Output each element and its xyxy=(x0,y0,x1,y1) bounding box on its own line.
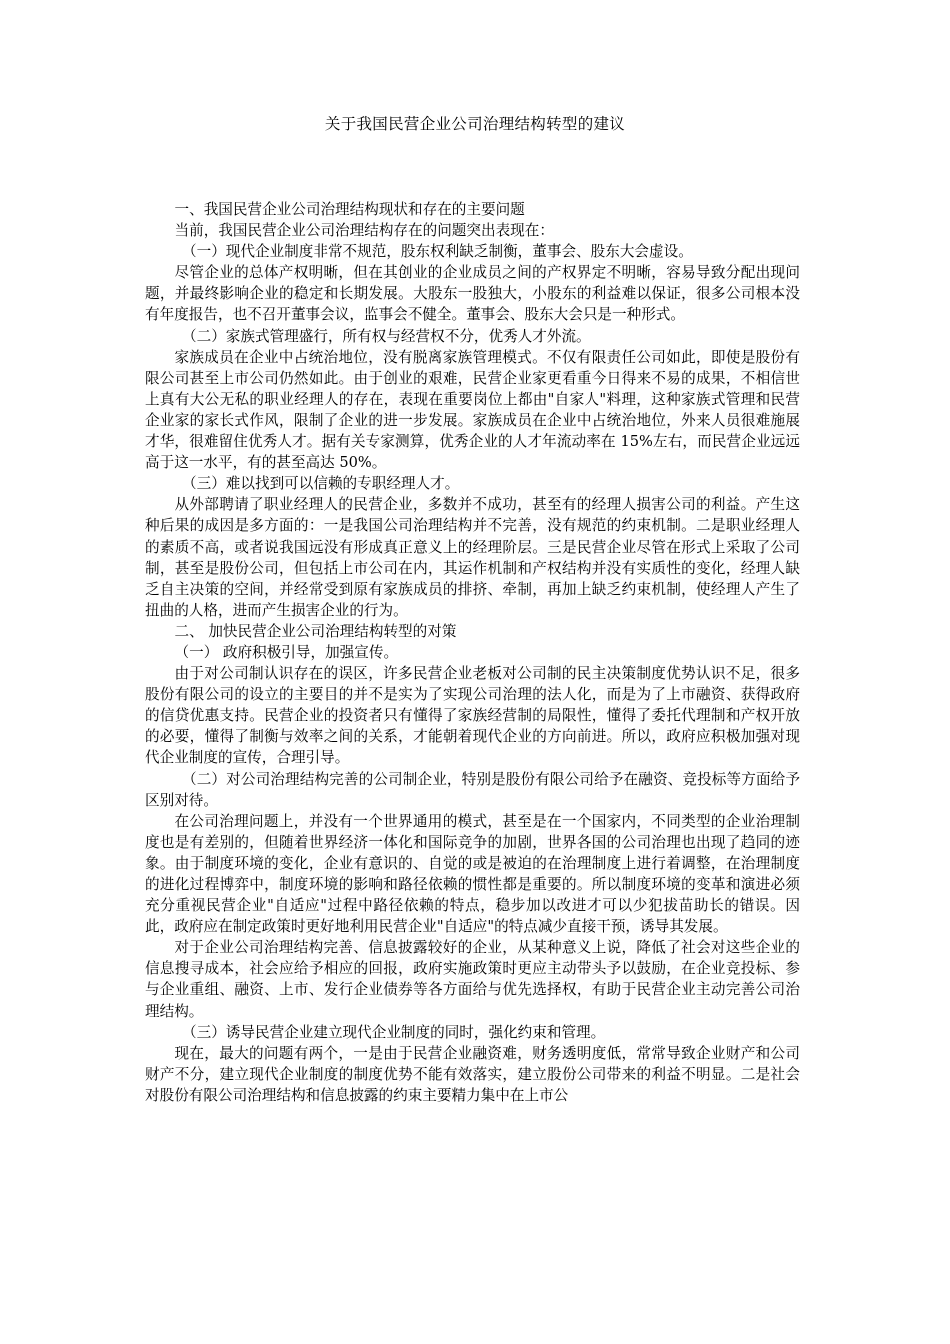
body-paragraph: 尽管企业的总体产权明晰，但在其创业的企业成员之间的产权界定不明晰，容易导致分配出现问题，并最终影响企业的稳定和长期发展。大股东一股独大，小股东的利益难以保证，很多公司根本没有年度报告，也不召开董事会议，监事会不健全。董事会、股东大会只是一种形式。 xyxy=(145,264,800,324)
subsection-heading: （一）现代企业制度非常不规范，股东权利缺乏制衡，董事会、股东大会虚设。 xyxy=(182,243,693,261)
body-paragraph: 在公司治理问题上，并没有一个世界通用的模式，甚至是在一个国家内，不同类型的企业治理制度也是有差别的，但随着世界经济一体化和国际竞争的加剧，世界各国的公司治理也出现了趋同的迹象。由于制度环境的变化，企业有意识的、自觉的或是被迫的在治理制度上进行着调整，在治理制度的进化过程博弈中，制度环境的影响和路径依赖的惯性都是重要的。所以制度环境的变革和演进必须充分重视民营企业"自适应"过程中路径依赖的特点，稳步加以改进才可以少犯拔苗助长的错误。因此，政府应在制定政策时更好地利用民营企业"自适应"的特点减少直接干预，诱导其发展。 xyxy=(145,812,800,936)
subsection-heading: （三）诱导民营企业建立现代企业制度的同时，强化约束和管理。 xyxy=(182,1023,606,1041)
subsection-heading: （二）对公司治理结构完善的公司制企业，特别是股份有限公司给予在融资、竞投标等方面给予区别对待。 xyxy=(145,770,800,809)
subsection-heading: （二）家族式管理盛行，所有权与经营权不分，优秀人才外流。 xyxy=(182,327,591,345)
body-paragraph: 从外部聘请了职业经理人的民营企业，多数并不成功，甚至有的经理人损害公司的利益。产生这种后果的成因是多方面的：一是我国公司治理结构并不完善，没有规范的约束机制。二是职业经理人的素质不高，或者说我国远没有形成真正意义上的经理阶层。三是民营企业尽管在形式上采取了公司制，甚至是股份公司，但包括上市公司在内，其运作机制和产权结构并没有实质性的变化，经理人缺乏自主决策的空间，并经常受到原有家族成员的排挤、牵制，再加上缺乏约束机制，使经理人产生了扭曲的人格，进而产生损害企业的行为。 xyxy=(145,496,800,619)
body-paragraph: 家族成员在企业中占统治地位，没有脱离家族管理模式。不仅有限责任公司如此，即使是股份有限公司甚至上市公司仍然如此。由于创业的艰难，民营企业家更看重今日得来不易的成果，不相信世上真有大公无私的职业经理人的存在，表现在重要岗位上都由"自家人"料理，这种家族式管理和民营企业家的家长式作风，限制了企业的进一步发展。家族成员在企业中占统治地位，外来人员很难施展才华，很难留住优秀人才。据有关专家测算，优秀企业的人才年流动率在 15%左右，而民营企业远远高于这一水平，有的甚至高达 50%。 xyxy=(145,348,800,472)
subsection-heading: （三）难以找到可以信赖的专职经理人才。 xyxy=(182,475,460,493)
document-title: 关于我国民营企业公司治理结构转型的建议 xyxy=(324,115,626,133)
body-paragraph: 现在，最大的问题有两个，一是由于民营企业融资难，财务透明度低，常常导致企业财产和公司财产不分，建立现代企业制度的制度优势不能有效落实，建立股份公司带来的利益不明显。二是社会对股份有限公司治理结构和信息披露的约束主要精力集中在上市公 xyxy=(145,1044,800,1104)
section-heading-1: 一、我国民营企业公司治理结构现状和存在的主要问题 xyxy=(174,201,525,218)
body-paragraph: 由于对公司制认识存在的误区，许多民营企业老板对公司制的民主决策制度优势认识不足，很多股份有限公司的设立的主要目的并不是实为了实现公司治理的法人化，而是为了上市融资、获得政府的信贷优惠支持。民营企业的投资者只有懂得了家族经营制的局限性，懂得了委托代理制和产权开放的必要，懂得了制衡与效率之间的关系，才能朝着现代企业的方向前进。所以，政府应积极加强对现代企业制度的宣传，合理引导。 xyxy=(145,665,800,767)
body-paragraph: 当前，我国民营企业公司治理结构存在的问题突出表现在： xyxy=(174,222,554,240)
subsection-heading: （一） 政府积极引导，加强宣传。 xyxy=(174,643,399,661)
body-paragraph: 对于企业公司治理结构完善、信息披露较好的企业，从某种意义上说，降低了社会对这些企业的信息搜寻成本，社会应给予相应的回报，政府实施政策时更应主动带头予以鼓励，在企业竞投标、参与企业重组、融资、上市、发行企业债券等各方面给与优先选择权，有助于民营企业主动完善公司治理结构。 xyxy=(145,939,800,1020)
document-body xyxy=(145,199,800,1106)
section-heading-2: 二、 加快民营企业公司治理结构转型的对策 xyxy=(174,622,457,640)
